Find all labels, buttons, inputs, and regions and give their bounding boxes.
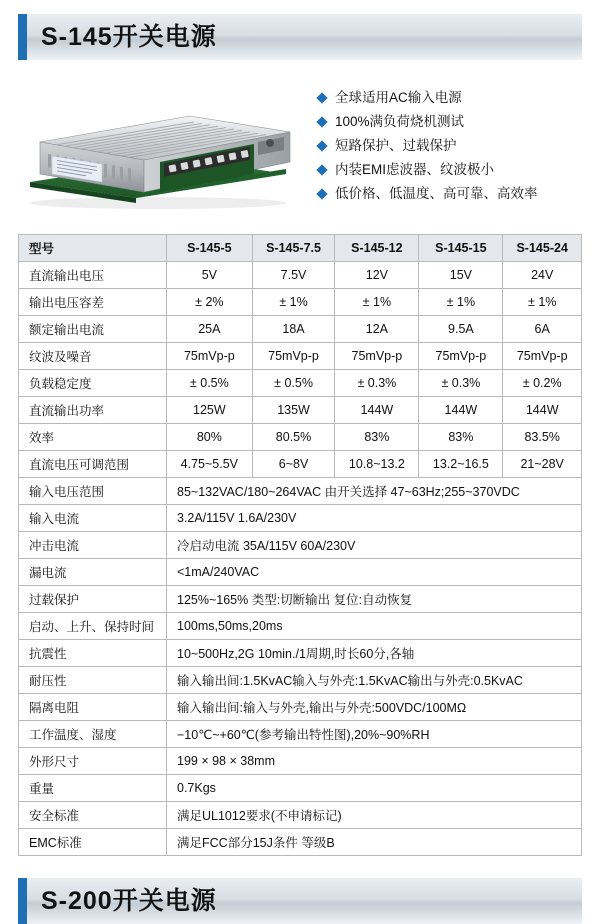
table-cell: 0.7Kgs xyxy=(167,775,582,802)
table-cell: 199 × 98 × 38mm xyxy=(167,748,582,775)
table-cell: 75mVp-p xyxy=(419,343,503,370)
diamond-bullet-icon xyxy=(316,164,327,175)
row-label: 冲击电流 xyxy=(19,532,167,559)
table-row xyxy=(19,505,582,532)
table-cell: 83.5% xyxy=(503,424,582,451)
feature-text: 低价格、低温度、高可靠、高效率 xyxy=(335,185,538,201)
next-section-title: S-200开关电源 xyxy=(41,886,217,915)
list-item xyxy=(318,114,582,131)
row-label: 输出电压容差 xyxy=(19,289,167,316)
column-header: S-145-5 xyxy=(167,235,253,262)
row-label: 直流电压可调范围 xyxy=(19,451,167,478)
row-label: 过载保护 xyxy=(19,586,167,613)
list-item xyxy=(318,138,582,155)
table-cell: 83% xyxy=(419,424,503,451)
table-cell: ± 1% xyxy=(503,289,582,316)
table-cell: 满足FCC部分15J条件 等级B xyxy=(167,829,582,856)
table-cell: 125W xyxy=(167,397,253,424)
column-header: S-145-15 xyxy=(419,235,503,262)
table-cell: ± 0.3% xyxy=(419,370,503,397)
table-row xyxy=(19,397,582,424)
table-row xyxy=(19,748,582,775)
table-cell: 75mVp-p xyxy=(335,343,419,370)
table-cell: 21~28V xyxy=(503,451,582,478)
diamond-bullet-icon xyxy=(316,93,327,104)
row-label: 纹波及噪音 xyxy=(19,343,167,370)
row-label: 安全标准 xyxy=(19,802,167,829)
column-header: S-145-24 xyxy=(503,235,582,262)
table-cell: ± 0.2% xyxy=(503,370,582,397)
banner-accent-bar xyxy=(18,14,27,60)
table-cell: 4.75~5.5V xyxy=(167,451,253,478)
table-cell: 6~8V xyxy=(252,451,335,478)
table-row xyxy=(19,316,582,343)
diamond-bullet-icon xyxy=(316,117,327,128)
table-cell: 输入输出间:1.5KvAC输入与外壳:1.5KvAC输出与外壳:0.5KvAC xyxy=(167,667,582,694)
product-title-banner-top xyxy=(18,14,582,60)
row-label: 负载稳定度 xyxy=(19,370,167,397)
table-cell: 5V xyxy=(167,262,253,289)
table-cell: 12A xyxy=(335,316,419,343)
table-cell: 10.8~13.2 xyxy=(335,451,419,478)
page-title: S-145开关电源 xyxy=(41,22,217,51)
table-cell: 10~500Hz,2G 10min./1周期,时长60分,各轴 xyxy=(167,640,582,667)
table-cell: 24V xyxy=(503,262,582,289)
table-cell: 125%~165% 类型:切断输出 复位:自动恢复 xyxy=(167,586,582,613)
table-cell: 75mVp-p xyxy=(167,343,253,370)
table-row xyxy=(19,721,582,748)
row-label: 直流输出电压 xyxy=(19,262,167,289)
table-row xyxy=(19,370,582,397)
table-cell: 15V xyxy=(419,262,503,289)
table-row xyxy=(19,829,582,856)
row-label: 工作温度、湿度 xyxy=(19,721,167,748)
table-cell: 80% xyxy=(167,424,253,451)
table-cell: 135W xyxy=(252,397,335,424)
list-item xyxy=(318,186,582,203)
feature-text: 全球适用AC输入电源 xyxy=(335,90,462,105)
diamond-bullet-icon xyxy=(316,188,327,199)
banner-accent-bar xyxy=(18,878,27,924)
table-row xyxy=(19,775,582,802)
table-cell: 输入输出间:输入与外壳,输出与外壳:500VDC/100MΩ xyxy=(167,694,582,721)
table-row xyxy=(19,424,582,451)
table-cell: 冷启动电流 35A/115V 60A/230V xyxy=(167,532,582,559)
table-cell: 12V xyxy=(335,262,419,289)
table-cell: 13.2~16.5 xyxy=(419,451,503,478)
table-cell: ± 0.5% xyxy=(252,370,335,397)
spacer xyxy=(0,856,600,864)
row-label: 直流输出功率 xyxy=(19,397,167,424)
row-label: 额定输出电流 xyxy=(19,316,167,343)
table-row xyxy=(19,343,582,370)
table-row xyxy=(19,478,582,505)
table-cell: 9.5A xyxy=(419,316,503,343)
table-cell: 80.5% xyxy=(252,424,335,451)
table-cell: ± 2% xyxy=(167,289,253,316)
specification-table xyxy=(18,234,582,856)
row-label: 输入电流 xyxy=(19,505,167,532)
table-cell: 100ms,50ms,20ms xyxy=(167,613,582,640)
table-cell: 3.2A/115V 1.6A/230V xyxy=(167,505,582,532)
table-row xyxy=(19,451,582,478)
table-cell: 25A xyxy=(167,316,253,343)
table-cell: 85~132VAC/180~264VAC 由开关选择 47~63Hz;255~370VDC xyxy=(167,478,582,505)
table-cell: <1mA/240VAC xyxy=(167,559,582,586)
table-cell: 满足UL1012要求(不申请标记) xyxy=(167,802,582,829)
table-cell: 6A xyxy=(503,316,582,343)
column-header: 型号 xyxy=(19,235,167,262)
row-label: 隔离电阻 xyxy=(19,694,167,721)
row-label: 耐压性 xyxy=(19,667,167,694)
table-cell: ± 1% xyxy=(419,289,503,316)
table-row xyxy=(19,532,582,559)
product-photo xyxy=(18,70,308,218)
table-row xyxy=(19,289,582,316)
feature-text: 内装EMI虑波器、纹波极小 xyxy=(335,161,495,177)
table-cell: 144W xyxy=(335,397,419,424)
table-cell: 18A xyxy=(252,316,335,343)
feature-text: 100%满负荷烧机测试 xyxy=(335,113,465,129)
table-cell: 7.5V xyxy=(252,262,335,289)
table-cell: ± 0.3% xyxy=(335,370,419,397)
row-label: 重量 xyxy=(19,775,167,802)
hero-section xyxy=(18,70,582,220)
table-row xyxy=(19,586,582,613)
table-row xyxy=(19,640,582,667)
list-item xyxy=(318,162,582,179)
table-cell: 144W xyxy=(419,397,503,424)
table-row xyxy=(19,613,582,640)
datasheet-page xyxy=(0,14,600,915)
column-header: S-145-12 xyxy=(335,235,419,262)
table-row xyxy=(19,694,582,721)
row-label: 抗震性 xyxy=(19,640,167,667)
row-label: 启动、上升、保持时间 xyxy=(19,613,167,640)
table-row xyxy=(19,262,582,289)
table-header-row xyxy=(19,235,582,262)
table-cell: ± 1% xyxy=(252,289,335,316)
product-title-banner-bottom xyxy=(18,878,582,924)
table-cell: 83% xyxy=(335,424,419,451)
row-label: EMC标准 xyxy=(19,829,167,856)
table-row xyxy=(19,667,582,694)
table-cell: 75mVp-p xyxy=(503,343,582,370)
table-row xyxy=(19,559,582,586)
table-cell: −10℃~+60℃(参考输出特性图),20%~90%RH xyxy=(167,721,582,748)
feature-list xyxy=(308,70,582,209)
list-item xyxy=(318,90,582,107)
row-label: 外形尺寸 xyxy=(19,748,167,775)
row-label: 效率 xyxy=(19,424,167,451)
table-cell: 75mVp-p xyxy=(252,343,335,370)
row-label: 输入电压范围 xyxy=(19,478,167,505)
row-label: 漏电流 xyxy=(19,559,167,586)
table-cell: ± 0.5% xyxy=(167,370,253,397)
table-row xyxy=(19,802,582,829)
diamond-bullet-icon xyxy=(316,141,327,152)
feature-text: 短路保护、过载保护 xyxy=(335,137,457,153)
power-supply-illustration xyxy=(18,70,308,218)
table-cell: ± 1% xyxy=(335,289,419,316)
column-header: S-145-7.5 xyxy=(252,235,335,262)
table-cell: 144W xyxy=(503,397,582,424)
